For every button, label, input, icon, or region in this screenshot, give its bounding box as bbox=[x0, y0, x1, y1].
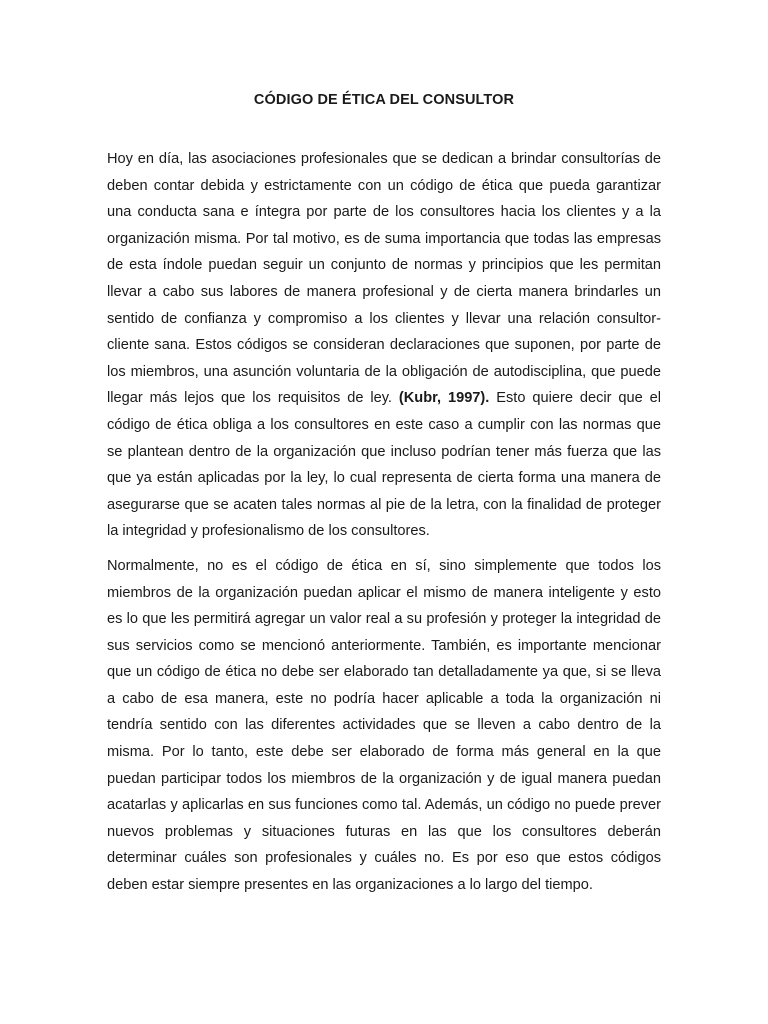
document-title: CÓDIGO DE ÉTICA DEL CONSULTOR bbox=[253, 92, 515, 108]
paragraph-1 bbox=[107, 146, 661, 545]
paragraph-1-text: Hoy en día, las asociaciones profesionales que se dedican a brindar consultorías de deben contar debida y estrictamente con un código de ética que pueda garantizar una conducta sana e íntegra por parte de los consultores hacia los clientes y a la organización misma. Por tal motivo, es de suma importancia que todas las empresas de esta índole puedan seguir un conjunto de normas y principios que les permitan llevar a cabo sus labores de manera profesional y de cierta manera brindarles un sentido de confianza y compromiso a los clientes y llevar una relación consultor-cliente sana. Estos códigos se consideran declaraciones que suponen, por parte de los miembros, una asunción voluntaria de la obligación de autodisciplina, que puede llegar más lejos que los requisitos de ley. bbox=[107, 151, 661, 407]
citation: (Kubr, 1997). bbox=[398, 390, 490, 407]
paragraph-2: Normalmente, no es el código de ética en sí, sino simplemente que todos los miembros de la organización puedan aplicar el mismo de manera inteligente y esto es lo que les permitirá agregar un valor real a su profesión y proteger la integridad de sus servicios como se mencionó anteriormente. También, es importante mencionar que un código de ética no debe ser elaborado tan detalladamente ya que, si se lleva a cabo de esa manera, este no podría hacer aplicable a toda la organización ni tendría sentido con las diferentes actividades que se lleven a cabo dentro de la misma. Por lo tanto, este debe ser elaborado de forma más general en la que puedan participar todos los miembros de la organización y de igual manera puedan acatarlas y aplicarlas en sus funciones como tal. Además, un código no puede prever nuevos problemas y situaciones futuras en las que los consultores deberán determinar cuáles son profesionales y cuáles no. Es por eso que estos códigos deben estar siempre presentes en las organizaciones a lo largo del tiempo. bbox=[107, 557, 661, 894]
paragraph-1-continuation: Esto quiere decir que el código de ética obliga a los consultores en este caso a cumplir con las normas que se plantean dentro de la organización que incluso podrían tener más fuerza que las que ya están aplicadas por la ley, lo cual representa de cierta forma una manera de asegurarse que se acaten tales normas al pie de la letra, con la finalidad de proteger la integridad y profesionalismo de los consultores. bbox=[107, 390, 662, 540]
document-body bbox=[107, 146, 661, 907]
